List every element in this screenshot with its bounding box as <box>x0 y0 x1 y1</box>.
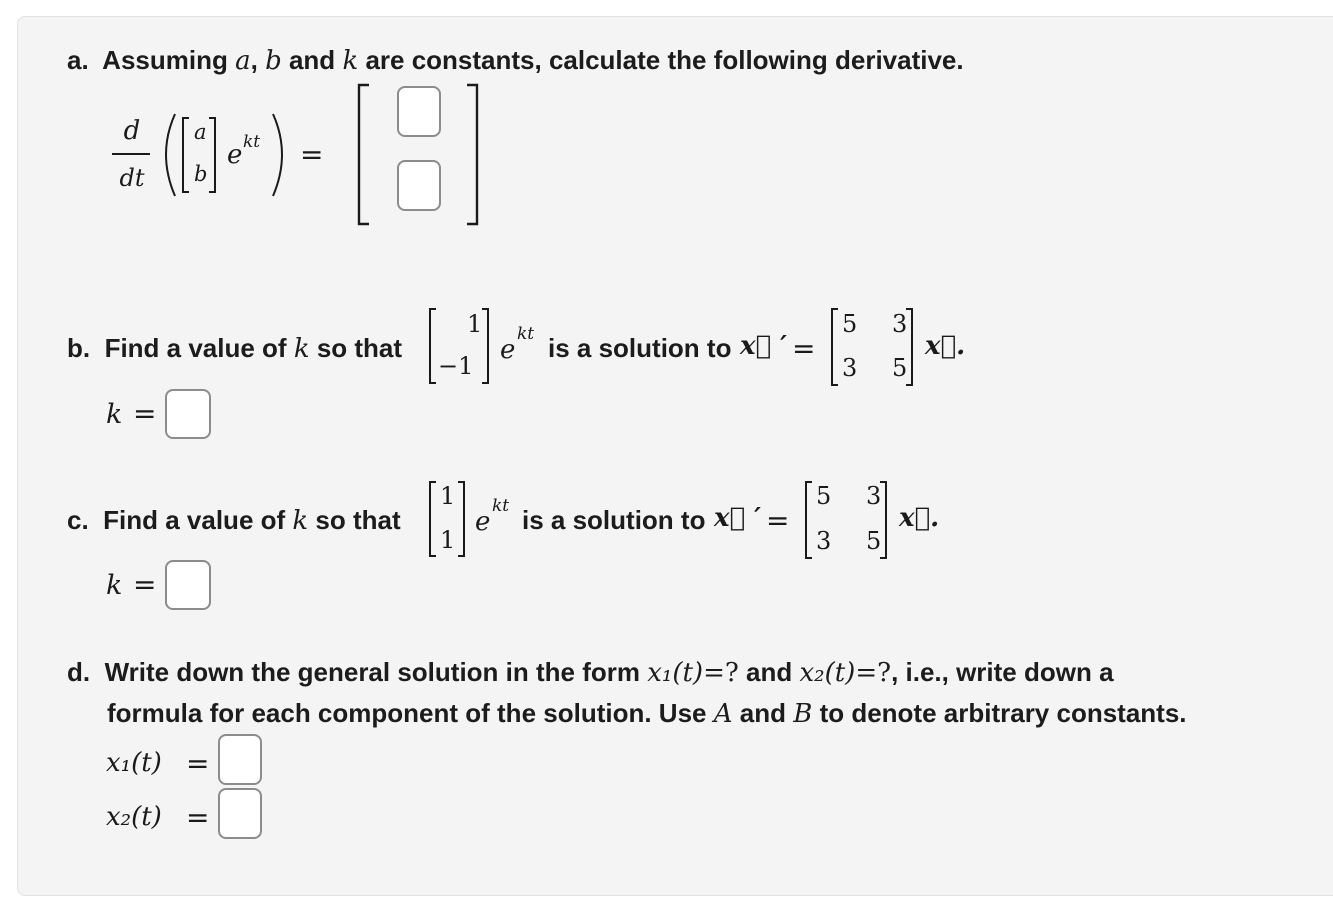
derivative-denominator: dt <box>119 164 145 192</box>
part-a-vector-top: a <box>194 120 207 144</box>
part-d-x1-input[interactable] <box>218 734 262 785</box>
part-c-vector-top: 1 <box>440 482 456 510</box>
fraction-bar <box>112 153 150 155</box>
part-c-exp-base: e <box>475 507 491 537</box>
part-b-xprime: x⃗ ′ <box>740 331 788 361</box>
part-a-marker: a. <box>67 45 89 75</box>
part-d-x1-equals: = <box>186 747 210 780</box>
part-b-answer-equals: = <box>133 397 157 430</box>
part-b-solution-text: is a solution to <box>548 333 732 363</box>
part-b-marker: b. <box>67 333 91 363</box>
part-c-vector-bottom: 1 <box>440 526 456 554</box>
part-a-exp-power: kt <box>243 132 261 152</box>
part-a-answer-bottom-input[interactable] <box>397 160 441 211</box>
part-c-solution-text: is a solution to <box>522 505 706 535</box>
part-c-k-input[interactable] <box>165 560 211 610</box>
part-d-x2-equals: = <box>186 801 210 834</box>
part-c-matrix-r1c2: 3 <box>866 482 882 510</box>
part-c-x-vector: x⃗. <box>899 503 940 533</box>
part-c-matrix-r2c2: 5 <box>866 527 882 555</box>
derivative-numerator: d <box>123 116 141 146</box>
part-b-prompt: b. Find a value of k so that <box>67 333 403 364</box>
part-c-marker: c. <box>67 505 89 535</box>
part-c-matrix-r1c1: 5 <box>816 482 832 510</box>
part-c-exp-power: kt <box>492 496 510 516</box>
part-c-answer-equals: = <box>133 568 157 601</box>
part-b-vector-bottom: −1 <box>438 352 474 380</box>
part-b-matrix-r1c1: 5 <box>842 310 858 338</box>
part-a-exp-base: e <box>227 140 243 170</box>
part-a-vector-bottom: b <box>194 162 208 186</box>
part-a-prompt: a. Assuming a, b and k are constants, calculate the following derivative. <box>67 45 964 76</box>
part-b-exp-power: kt <box>517 324 535 344</box>
part-b-x-vector: x⃗. <box>925 331 966 361</box>
part-a-paren-brackets <box>155 110 285 210</box>
part-b-equals: = <box>792 332 816 365</box>
part-d-x1-label: x₁(t) <box>106 748 162 778</box>
part-b-answer-label: k <box>106 399 123 430</box>
part-c-xprime: x⃗ ′ <box>714 503 762 533</box>
part-b-matrix-r2c1: 3 <box>842 354 858 382</box>
part-a-answer-top-input[interactable] <box>397 86 441 137</box>
part-b-vector-top: 1 <box>467 310 483 338</box>
part-c-matrix-r2c1: 3 <box>816 527 832 555</box>
part-b-exp-base: e <box>500 335 516 365</box>
part-d-x2-input[interactable] <box>218 788 262 839</box>
part-d-marker: d. <box>67 657 91 687</box>
part-c-equals: = <box>766 504 790 537</box>
part-c-prompt: c. Find a value of k so that <box>67 505 401 536</box>
part-c-answer-label: k <box>106 570 123 601</box>
part-b-matrix-r1c2: 3 <box>892 310 908 338</box>
part-d-prompt-line1: d. Write down the general solution in the form x₁(t)=? and x₂(t)=?, i.e., write down a <box>67 657 1114 688</box>
part-b-k-input[interactable] <box>165 389 211 439</box>
part-d-x2-label: x₂(t) <box>106 802 162 832</box>
part-b-matrix-r2c2: 5 <box>892 354 908 382</box>
part-a-equals: = <box>300 138 324 171</box>
part-d-prompt-line2: formula for each component of the solution. Use A and B to denote arbitrary constants. <box>107 698 1187 729</box>
